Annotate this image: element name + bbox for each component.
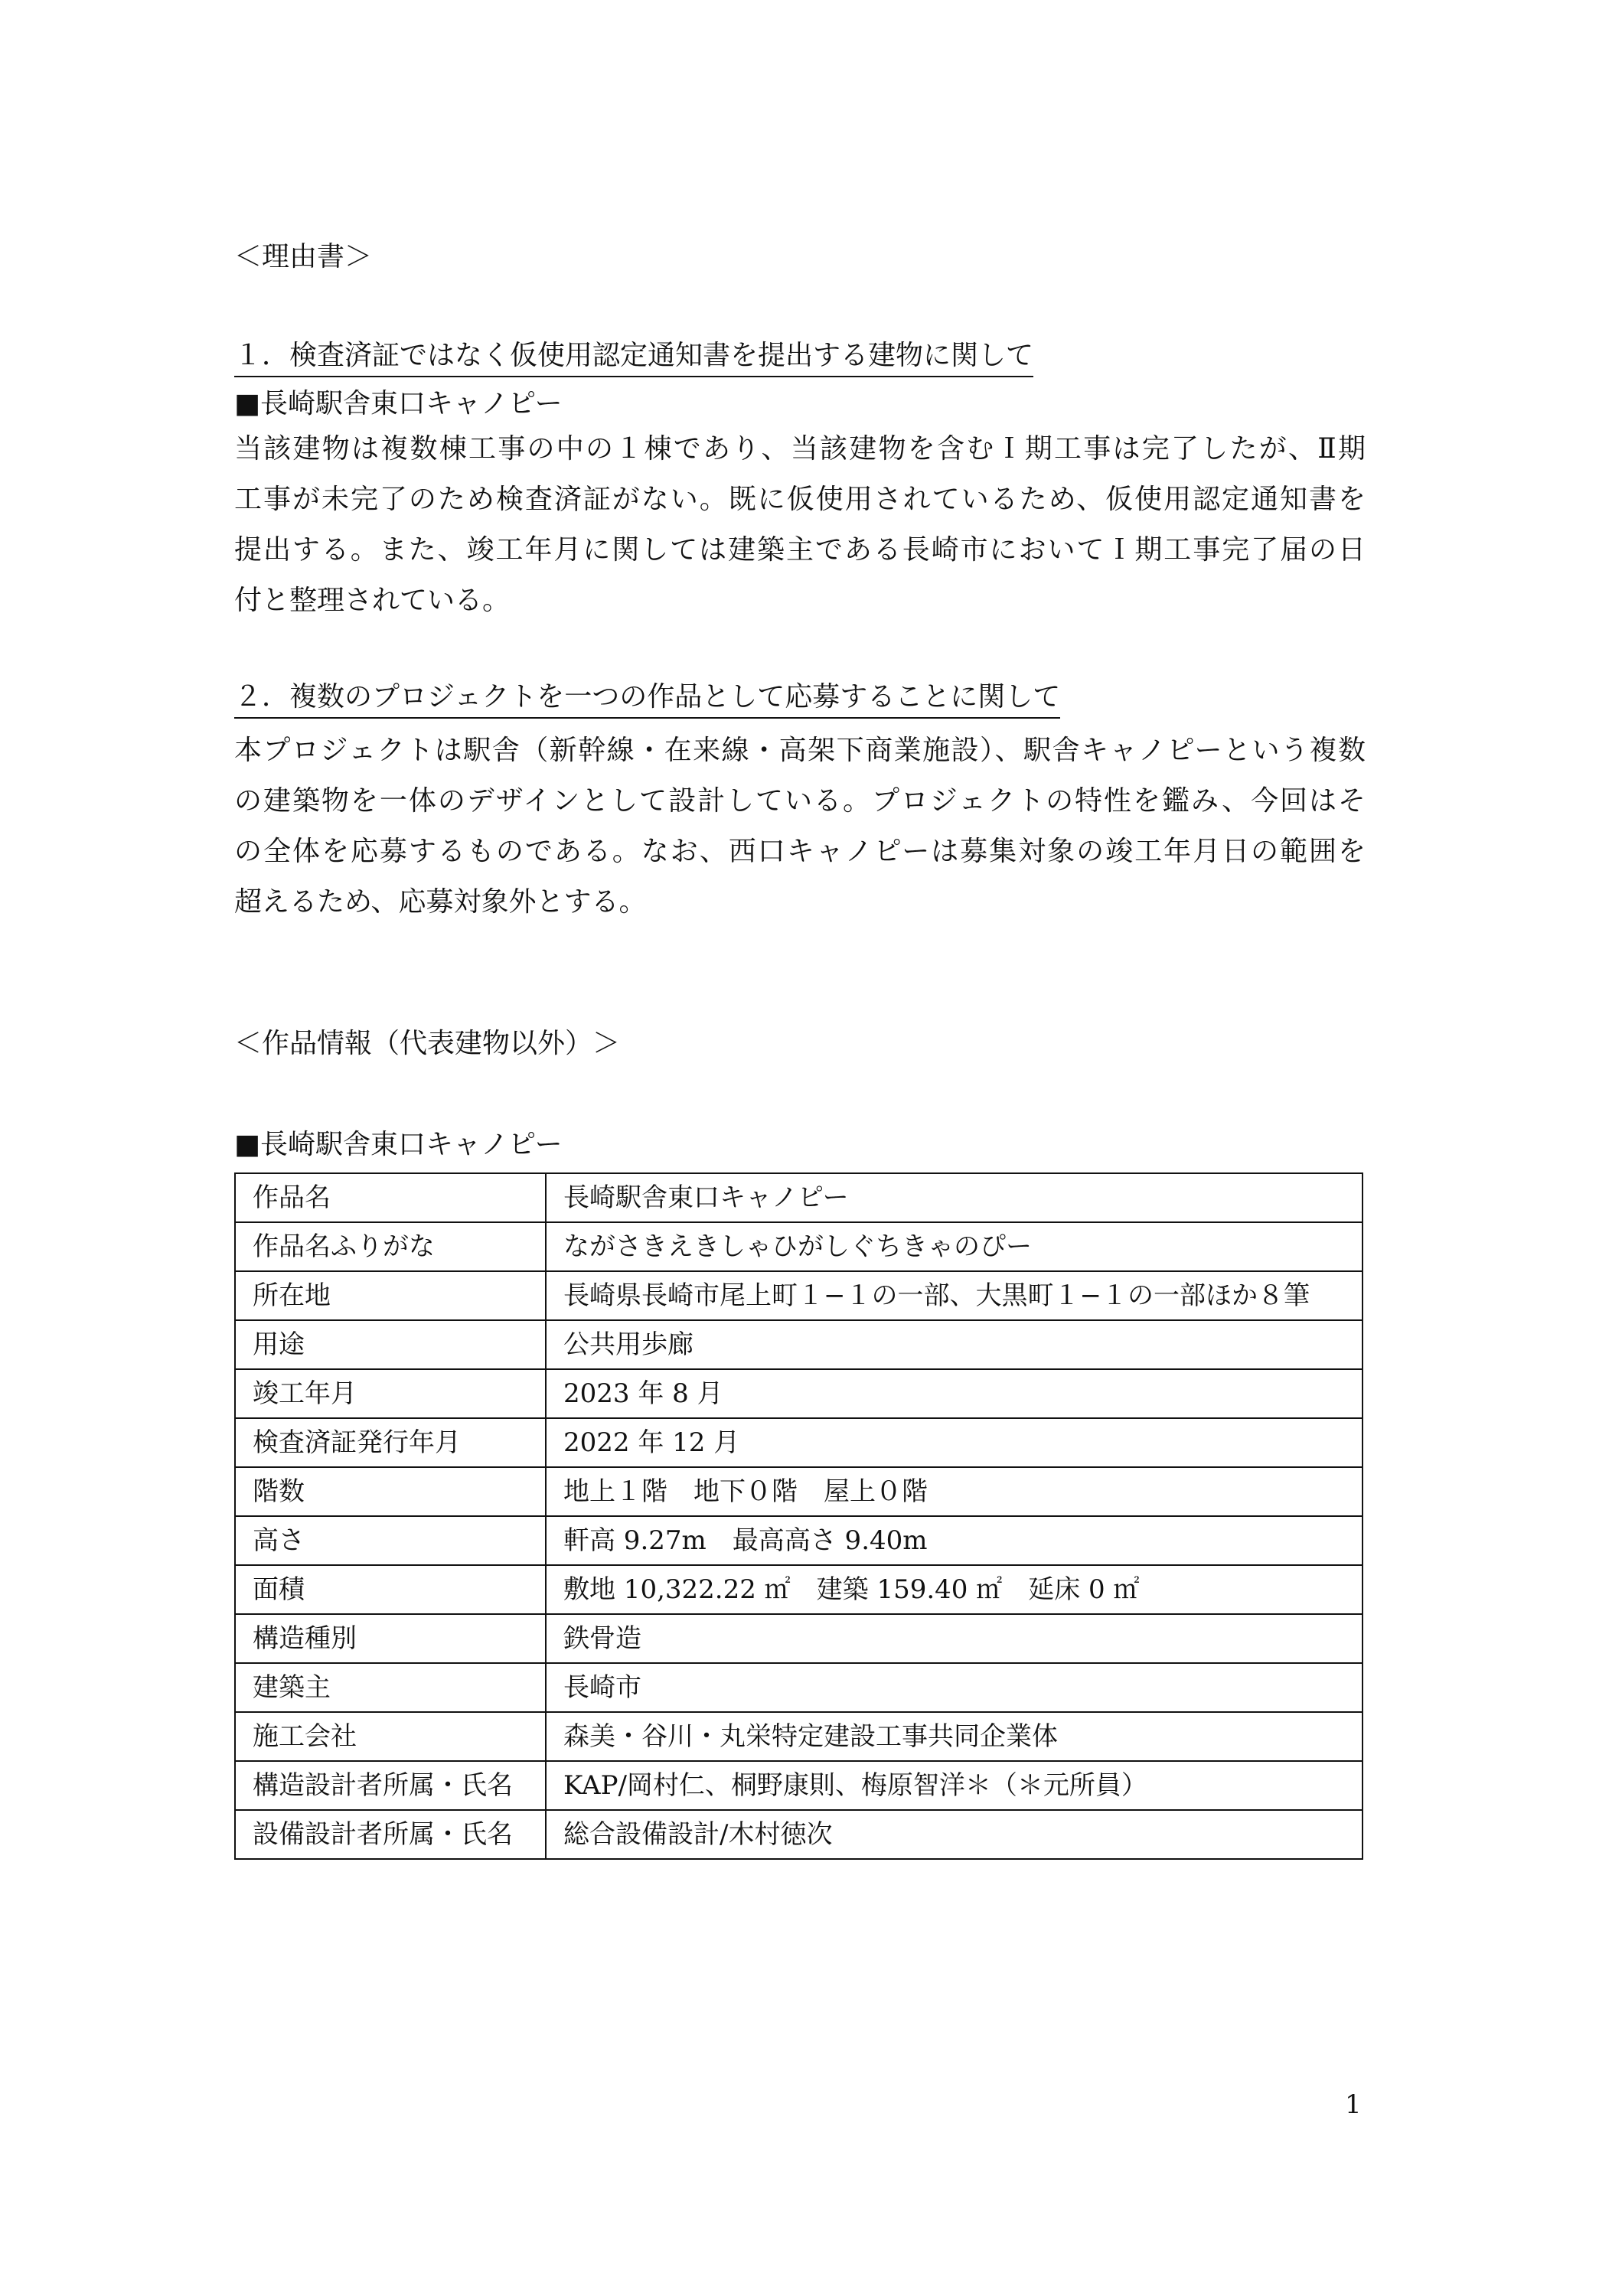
- section2-paragraph: [234, 726, 1366, 928]
- paragraph-line: 当該建物は複数棟工事の中の１棟であり、当該建物を含むＩ期工事は完了したが、Ⅱ期: [234, 433, 1366, 465]
- row-label: 作品名ふりがな: [235, 1222, 546, 1271]
- section2-heading: ２．複数のプロジェクトを一つの作品として応募することに関して: [234, 680, 1060, 719]
- row-value: 敷地 10,322.22 ㎡ 建築 159.40 ㎡ 延床 0 ㎡: [546, 1565, 1363, 1614]
- paragraph-line: の建築物を一体のデザインとして設計している。プロジェクトの特性を鑑み、今回はそ: [234, 785, 1366, 817]
- table-row: [235, 1663, 1363, 1712]
- row-value: 総合設備設計/木村徳次: [546, 1810, 1363, 1859]
- table-row: [235, 1173, 1363, 1222]
- paragraph-line: 提出する。また、竣工年月に関しては建築主である長崎市においてＩ期工事完了届の日: [234, 534, 1366, 566]
- row-value: KAP/岡村仁、桐野康則、梅原智洋＊（＊元所員）: [546, 1761, 1363, 1810]
- row-label: 検査済証発行年月: [235, 1418, 546, 1467]
- row-label: 設備設計者所属・氏名: [235, 1810, 546, 1859]
- document-title: ＜理由書＞: [234, 241, 373, 272]
- row-label: 用途: [235, 1320, 546, 1369]
- row-label: 所在地: [235, 1271, 546, 1320]
- paragraph-line: 本プロジェクトは駅舎（新幹線・在来線・高架下商業施設）、駅舎キャノピーという複数: [234, 735, 1366, 766]
- row-value: 2023 年 8 月: [546, 1369, 1363, 1418]
- paragraph-line: の全体を応募するものである。なお、西口キャノピーは募集対象の竣工年月日の範囲を: [234, 836, 1366, 867]
- table-row: [235, 1271, 1363, 1320]
- row-label: 構造設計者所属・氏名: [235, 1761, 546, 1810]
- table-row: [235, 1614, 1363, 1663]
- table-row: [235, 1418, 1363, 1467]
- paragraph-line: 工事が未完了のため検査済証がない。既に仮使用されているため、仮使用認定通知書を: [234, 484, 1366, 515]
- section1-subheading: ■長崎駅舎東口キャノピー: [234, 388, 563, 419]
- row-value: 軒高 9.27m 最高高さ 9.40m: [546, 1516, 1363, 1565]
- row-label: 施工会社: [235, 1712, 546, 1761]
- info-title: ＜作品情報（代表建物以外）＞: [234, 1028, 621, 1059]
- row-value: ながさきえきしゃひがしぐちきゃのぴー: [546, 1222, 1363, 1271]
- row-label: 階数: [235, 1467, 546, 1516]
- row-value: 2022 年 12 月: [546, 1418, 1363, 1467]
- table-row: [235, 1810, 1363, 1859]
- table-row: [235, 1516, 1363, 1565]
- row-label: 建築主: [235, 1663, 546, 1712]
- section1-paragraph: [234, 424, 1366, 626]
- row-value: 森美・谷川・丸栄特定建設工事共同企業体: [546, 1712, 1363, 1761]
- row-value: 長崎駅舎東口キャノピー: [546, 1173, 1363, 1222]
- table-row: [235, 1222, 1363, 1271]
- table-row: [235, 1369, 1363, 1418]
- table-row: [235, 1467, 1363, 1516]
- section1-heading: １．検査済証ではなく仮使用認定通知書を提出する建物に関して: [234, 339, 1033, 377]
- row-label: 作品名: [235, 1173, 546, 1222]
- row-value: 長崎市: [546, 1663, 1363, 1712]
- row-value: 鉄骨造: [546, 1614, 1363, 1663]
- row-value: 公共用歩廊: [546, 1320, 1363, 1369]
- table-row: [235, 1761, 1363, 1810]
- paragraph-line: 付と整理されている。: [234, 585, 511, 616]
- row-label: 高さ: [235, 1516, 546, 1565]
- paragraph-line: 超えるため、応募対象外とする。: [234, 886, 647, 918]
- table-caption: ■長崎駅舎東口キャノピー: [234, 1129, 563, 1160]
- row-value: 地上１階 地下０階 屋上０階: [546, 1467, 1363, 1516]
- row-value: 長崎県長崎市尾上町１−１の一部、大黒町１−１の一部ほか８筆: [546, 1271, 1363, 1320]
- page-number: 1: [1345, 2089, 1362, 2120]
- row-label: 構造種別: [235, 1614, 546, 1663]
- row-label: 面積: [235, 1565, 546, 1614]
- project-info-table: [234, 1172, 1363, 1860]
- table-row: [235, 1712, 1363, 1761]
- table-row: [235, 1320, 1363, 1369]
- table-row: [235, 1565, 1363, 1614]
- row-label: 竣工年月: [235, 1369, 546, 1418]
